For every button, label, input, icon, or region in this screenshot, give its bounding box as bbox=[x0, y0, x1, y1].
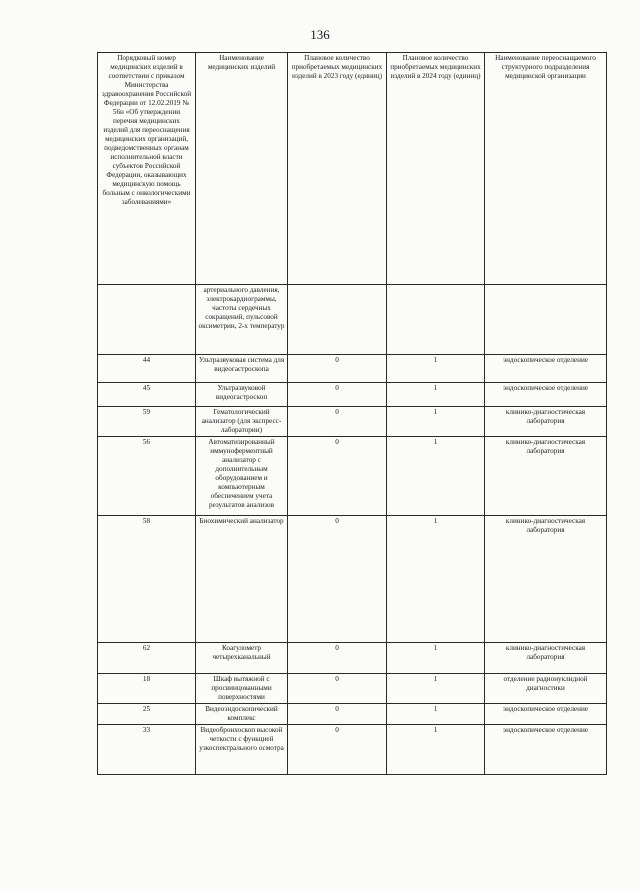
device-name: Видеобронхоскоп высокой четкости с функцией узкоспектрального осмотра bbox=[196, 725, 288, 775]
quantity-2024: 1 bbox=[387, 383, 485, 407]
quantity-2023: 0 bbox=[288, 383, 387, 407]
device-name: Шкаф вытяжной с просвинцованными поверхностями bbox=[196, 674, 288, 704]
device-name: артериального давления, электрокардиограммы, частоты сердечных сокращений, пульсовой оксиметрии, 2-х температур bbox=[196, 285, 288, 355]
row-number: 33 bbox=[98, 725, 196, 775]
quantity-2023: 0 bbox=[288, 437, 387, 516]
row-number: 45 bbox=[98, 383, 196, 407]
quantity-2024: 1 bbox=[387, 516, 485, 643]
quantity-2024: 1 bbox=[387, 355, 485, 383]
quantity-2024: 1 bbox=[387, 674, 485, 704]
department: клинико-диагностическая лаборатория bbox=[485, 407, 607, 437]
table-row bbox=[98, 355, 607, 383]
department: эндоскопическое отделение bbox=[485, 383, 607, 407]
page-number: 136 bbox=[310, 27, 330, 42]
table-row bbox=[98, 725, 607, 775]
row-number: 62 bbox=[98, 643, 196, 674]
device-name: Ультразвуковой видеогастроскоп bbox=[196, 383, 288, 407]
row-number: 59 bbox=[98, 407, 196, 437]
quantity-2023: 0 bbox=[288, 704, 387, 725]
department: эндоскопическое отделение bbox=[485, 704, 607, 725]
department: эндоскопическое отделение bbox=[485, 725, 607, 775]
header-quantity-2024: Плановое количество приобретаемых медицинских изделий в 2024 году (единиц) bbox=[387, 53, 485, 285]
row-number: 44 bbox=[98, 355, 196, 383]
row-number: 58 bbox=[98, 516, 196, 643]
table-row bbox=[98, 437, 607, 516]
row-number: 56 bbox=[98, 437, 196, 516]
device-name: Автоматизированный иммуноферментный анализатор с дополнительным оборудованием и компьютерным обеспечением учета результатов анализов bbox=[196, 437, 288, 516]
equipment-table bbox=[97, 52, 607, 775]
quantity-2023: 0 bbox=[288, 725, 387, 775]
quantity-2024: 1 bbox=[387, 643, 485, 674]
table-row bbox=[98, 704, 607, 725]
header-quantity-2023: Плановое количество приобретаемых медицинских изделий в 2023 году (единиц) bbox=[288, 53, 387, 285]
table-header-row bbox=[98, 53, 607, 285]
device-name: Коагулометр четырехканальный bbox=[196, 643, 288, 674]
quantity-2024 bbox=[387, 285, 485, 355]
table-row bbox=[98, 285, 607, 355]
table-row bbox=[98, 674, 607, 704]
department: клинико-диагностическая лаборатория bbox=[485, 437, 607, 516]
table-row bbox=[98, 383, 607, 407]
row-number bbox=[98, 285, 196, 355]
quantity-2024: 1 bbox=[387, 725, 485, 775]
quantity-2023 bbox=[288, 285, 387, 355]
device-name: Биохимический анализатор bbox=[196, 516, 288, 643]
header-department: Наименование переоснащаемого структурного подразделения медицинской организации bbox=[485, 53, 607, 285]
quantity-2023: 0 bbox=[288, 643, 387, 674]
quantity-2024: 1 bbox=[387, 407, 485, 437]
department: клинико-диагностическая лаборатория bbox=[485, 516, 607, 643]
header-order-number: Порядковый номер медицинских изделий в соответствии с приказом Министерства здравоохранения Российской Федерации от 12.02.2019 № 56н «Об утверждении перечня медицинских изделий для переоснащения медицинских организаций, подведомственных органам исполнительной власти субъектов Российской Федерации, оказывающих медицинскую помощь больным с онкологическими заболеваниями» bbox=[98, 53, 196, 285]
table-row bbox=[98, 643, 607, 674]
header-device-name: Наименование медицинских изделий bbox=[196, 53, 288, 285]
row-number: 18 bbox=[98, 674, 196, 704]
quantity-2024: 1 bbox=[387, 704, 485, 725]
device-name: Видеоэндоскопический комплекс bbox=[196, 704, 288, 725]
table-row bbox=[98, 516, 607, 643]
department: отделение радионуклидной диагностики bbox=[485, 674, 607, 704]
department bbox=[485, 285, 607, 355]
quantity-2023: 0 bbox=[288, 516, 387, 643]
quantity-2023: 0 bbox=[288, 407, 387, 437]
device-name: Гематологический анализатор (для экспресс- лаборатории) bbox=[196, 407, 288, 437]
quantity-2023: 0 bbox=[288, 674, 387, 704]
department: клинико-диагностическая лаборатория bbox=[485, 643, 607, 674]
table-row bbox=[98, 407, 607, 437]
device-name: Ультразвуковая система для видеогастроскопа bbox=[196, 355, 288, 383]
row-number: 25 bbox=[98, 704, 196, 725]
quantity-2024: 1 bbox=[387, 437, 485, 516]
department: эндоскопическое отделение bbox=[485, 355, 607, 383]
quantity-2023: 0 bbox=[288, 355, 387, 383]
